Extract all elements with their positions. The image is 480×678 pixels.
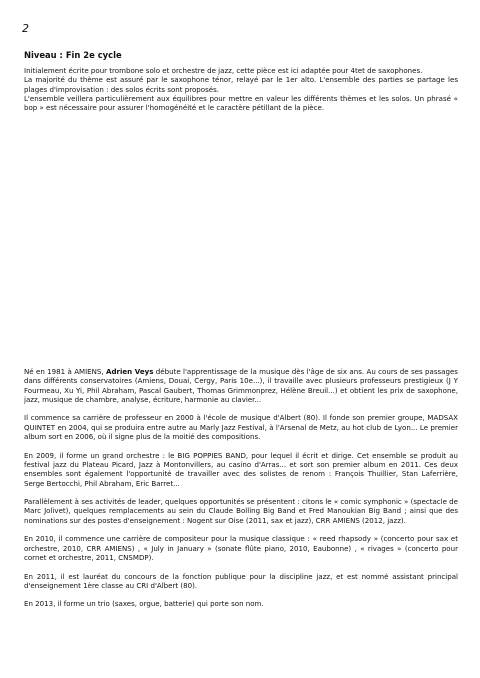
description-paragraph: La majorité du thème est assuré par le saxophone ténor, relayé par le 1er alto. L'ensemble des parties se partage les plages d'improvisation : des solos écrits sont proposés. [24,75,458,94]
level-section [24,50,458,112]
biography-paragraph: En 2013, il forme un trio (saxes, orgue, batterie) qui porte son nom. [24,599,264,609]
biography-text: Né en 1981 à AMIENS, [24,367,106,376]
biography-paragraph: En 2011, il est lauréat du concours de la fonction publique pour la discipline jazz, et est nommé assistant principal d'enseignement 1ère classe au CRI d'Albert (80). [24,571,458,590]
page-number: 2 [22,22,29,35]
composer-name: Adrien Veys [106,367,154,376]
biography-paragraph: Il commence sa carrière de professeur en 2000 à l'école de musique d'Albert (80). Il fonde son premier groupe, MADSAX QUINTET en 2004, qui se produira entre autre au Marly Jazz Festival, à l'Arsenal de Metz, au hot club de Lyon... Le premier album sort en 2006, où il signe plus de la moitié des compositions. [24,413,458,442]
biography-paragraph: En 2009, il forme un grand orchestre : le BIG POPPIES BAND, pour lequel il écrit et dirige. Cet ensemble se produit au festival jazz du Plateau Picard, Jazz à Montonvillers, au casino d'Arras... et sort son premier album en 2011. Ces deux ensembles sont également l'opportunité de travailler avec des solistes de renom : François Thuillier, Stan Laferrière, Serge Bertocchi, Phil Abraham, Eric Barret... [24,450,458,488]
level-heading: Niveau : Fin 2e cycle [24,50,122,60]
description-paragraph: L'ensemble veillera particulièrement aux équilibres pour mettre en valeur les différents thèmes et les solos. Un phrasé « bop » est nécessaire pour assurer l'homogénéité et le caractère pétillant de la pièce. [24,93,458,113]
biography-section [24,367,458,618]
biography-text: débute l'apprentissage de la musique dès l'âge de six ans. Au cours de ses passages dans différents conservatoires (Amiens, Douai, Cergy, Paris 10e...), il travaille avec plusieurs professeurs prestigieux (J Y Fourmeau, Xu Yi, Phil Abraham, Pascal Gaubert, Thomas Grimmonprez, Hélène Breuil...) et obtient les prix de saxophone, jazz, musique de chambre, analyse, écriture, harmonie au clavier... [24,367,458,404]
biography-paragraph [24,367,458,404]
biography-paragraph: Parallèlement à ses activités de leader, quelques opportunités se présentent : citons le « comic symphonic » (spectacle de Marc Jolivet), quelques remplacements au sein du Claude Bolling Big Band et Fred Manoukian Big Band ; ainsi que des nominations sur des postes d'enseignement : Nogent sur Oise (2011, sax et jazz), CRR AMIENS (2012, jazz). [24,497,458,525]
description-paragraph: Initialement écrite pour trombone solo et orchestre de jazz, cette pièce est ici adaptée pour 4tet de saxophones. [24,66,423,75]
biography-paragraph: En 2010, il commence une carrière de compositeur pour la musique classique : « reed rhapsody » (concerto pour sax et orchestre, 2010, CRR AMIENS) , « July in January » (sonate flûte piano, 2010, Eaubonne) , « rivages » (concerto pour cornet et orchestre, 2011, CNSMDP). [24,534,458,562]
